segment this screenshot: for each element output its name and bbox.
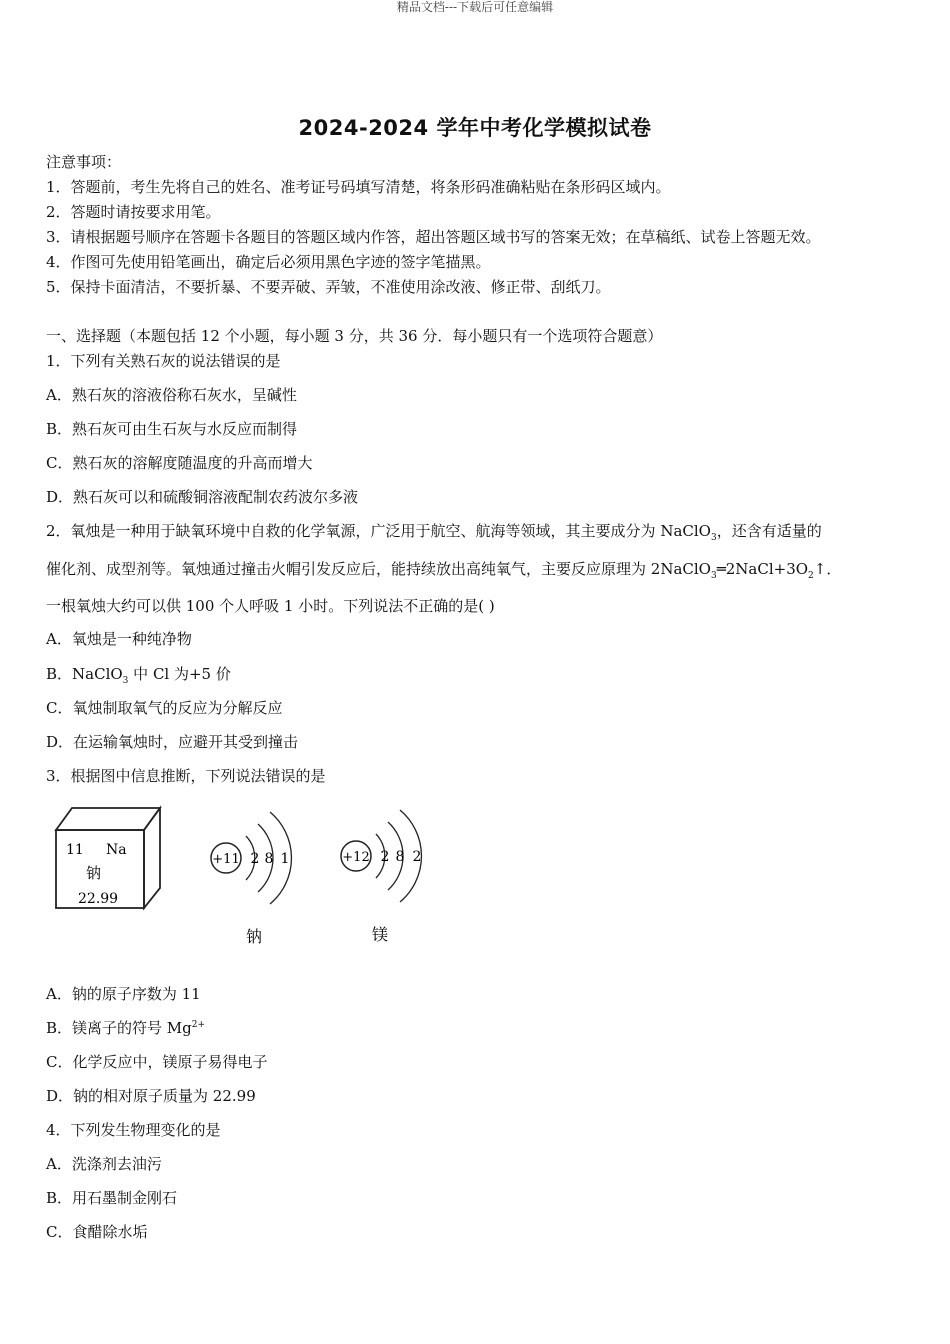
option-b [46,1018,205,1038]
q2-text: 催化剂、成型剂等。氧烛通过撞击火帽引发反应后，能持续放出高纯氧气，主要反应原理为 2NaClO [46,560,711,578]
cell-mass: 22.99 [78,891,119,907]
option-c: C．化学反应中，镁原子易得电子 [46,1053,268,1071]
option-a: A．洗涤剂去油污 [46,1155,162,1173]
cell-number: 11 [66,842,84,858]
option-d: D．钠的相对原子质量为 22.99 [46,1087,256,1105]
header-note: 精品文档---下载后可任意编辑 [396,0,554,14]
notice-item: 4．作图可先使用铅笔画出，确定后必须用黑色字迹的签字笔描黑。 [46,253,491,271]
question-stem-line: 一根氧烛大约可以供 100 个人呼吸 1 小时。下列说法不正确的是( ) [46,597,495,615]
question-stem: 4．下列发生物理变化的是 [46,1121,221,1139]
option-text: B．镁离子的符号 Mg [46,1019,192,1037]
q2-text: ，还含有适量的 [716,522,822,540]
option-text: 中 Cl 为+5 价 [128,665,231,683]
sodium-atom-diagram [211,812,291,946]
option-b: B．熟石灰可由生石灰与水反应而制得 [46,420,298,438]
notice-item: 5．保持卡面清洁，不要折暴、不要弄破、弄皱，不准使用涂改液、修正带、刮纸刀。 [46,278,611,296]
mg-nucleus: +12 [342,850,370,865]
mg-shell-3: 2 [412,849,422,865]
na-shell-3: 1 [280,851,290,867]
notice-item: 3．请根据题号顺序在答题卡各题目的答题区域内作答，超出答题区域书写的答案无效；在草稿纸、试卷上答题无效。 [46,228,821,246]
option-c: C．熟石灰的溶解度随温度的升高而增大 [46,454,313,472]
na-nucleus: +11 [212,852,240,867]
notice-item: 2．答题时请按要求用笔。 [46,203,221,221]
option-a: A．熟石灰的溶液俗称石灰水，呈碱性 [46,386,297,404]
mg-shell-2: 8 [395,849,405,865]
question-stem: 1．下列有关熟石灰的说法错误的是 [46,352,281,370]
question-stem: 3．根据图中信息推断，下列说法错误的是 [46,767,326,785]
page-title: 2024-2024 学年中考化学模拟试卷 [298,116,652,140]
superscript: 2+ [191,1020,206,1030]
cell-symbol: Na [106,842,127,858]
notice-item: 1．答题前，考生先将自己的姓名、准考证号码填写清楚，将条形码准确粘贴在条形码区域内。 [46,178,671,196]
magnesium-atom-diagram [341,810,421,944]
subscript: 3 [122,676,129,686]
q2-text: ═2NaCl+3O [716,560,809,578]
question-stem-line [46,521,822,541]
subscript: 3 [710,533,717,543]
section-heading: 一、选择题（本题包括 12 个小题，每小题 3 分，共 36 分．每小题只有一个选项符合题意） [46,327,663,345]
na-shell-2: 8 [264,851,274,867]
na-shell-1: 2 [250,851,260,867]
option-c: C．氧烛制取氧气的反应为分解反应 [46,699,283,717]
option-d: D．熟石灰可以和硫酸铜溶液配制农药波尔多液 [46,488,359,506]
question-stem-line [46,559,841,579]
cell-name: 钠 [86,864,102,882]
subscript: 3 [710,571,717,581]
q2-text: ↑． [813,560,842,578]
q2-text: 2．氧烛是一种用于缺氧环境中自救的化学氧源，广泛用于航空、航海等领域，其主要成分为 NaClO [46,522,711,540]
notice-heading: 注意事项： [46,153,122,171]
mg-label: 镁 [371,925,389,944]
option-a: A．氧烛是一种纯净物 [46,630,192,648]
option-b: B．用石墨制金刚石 [46,1189,178,1207]
option-text: B．NaClO [46,665,123,683]
option-c: C．食醋除水垢 [46,1223,148,1241]
periodic-cell [56,808,160,908]
option-b [46,664,231,684]
option-d: D．在运输氧烛时，应避开其受到撞击 [46,733,299,751]
atomic-structure-figure [40,796,460,956]
na-label: 钠 [245,927,263,946]
mg-shell-1: 2 [380,849,390,865]
option-a: A．钠的原子序数为 11 [46,985,201,1003]
subscript: 2 [808,571,814,581]
